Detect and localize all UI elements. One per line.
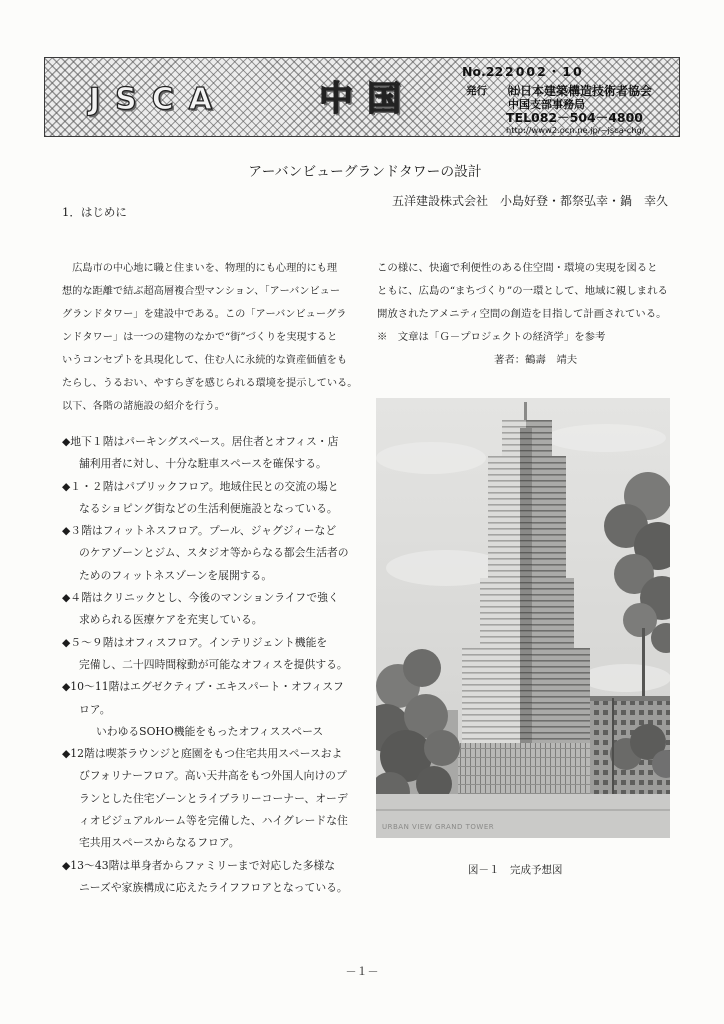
- photo-lettering: URBAN VIEW GRAND TOWER: [382, 823, 495, 831]
- intro-line: グランドタワー」を建設中である。この「アーバンビューグラ: [62, 309, 347, 320]
- article-authors: 五洋建設株式会社 小島好登・都祭弘幸・鍋 幸久: [391, 194, 668, 208]
- closing-line: ともに、広島の“まちづくり”の一環として、地域に親しまれる: [377, 285, 668, 297]
- intro-line: 広島市の中心地に職と住まいを、物理的にも心理的にも理: [72, 263, 338, 274]
- closing-line: この様に、快適で利便性のある住空間・環境の実現を図ると: [377, 262, 658, 274]
- page-number: －１－: [345, 965, 379, 978]
- intro-paragraph: [62, 257, 357, 418]
- floor-item-clinic: [62, 587, 349, 632]
- floor-item-residential: [62, 855, 349, 900]
- closing-line: 開放されたアメニティ空間の創造を目指して計画されている。: [377, 308, 667, 320]
- reference-note: ※ 文章は「Ｇ－プロジェクトの経済学」を参考: [377, 331, 606, 343]
- list-item-line: ためのフィットネスゾーンを展開する。: [79, 568, 273, 582]
- list-item-line: ランとした住宅ゾーンとライブラリーコーナー、オーデ: [79, 791, 348, 805]
- list-item-line: ◆13～43階は単身者からファミリーまで対応した多様な: [62, 858, 336, 872]
- closing-paragraph: [377, 257, 668, 372]
- list-item-line: ◆５～９階はオフィスフロア。インテリジェント機能を: [62, 635, 328, 649]
- floor-list: [62, 431, 349, 899]
- list-item-line: ◆12階は喫茶ラウンジと庭園をもつ住宅共用スペースおよ: [62, 747, 343, 761]
- list-item-line: のケアゾーンとジム、スタジオ等からなる都会生活者の: [79, 546, 349, 560]
- list-item-line: 完備し、二十四時間稼動が可能なオフィスを提供する。: [79, 657, 348, 671]
- list-item-line: ロア。: [79, 702, 111, 716]
- list-item-line: ◆１・２階はパブリックフロア。地域住民との交流の場と: [62, 479, 339, 493]
- list-item-line: ◆10～11階はエグゼクティブ・エキスパート・オフィスフ: [62, 680, 344, 694]
- jsca-logo: JSCA: [89, 82, 228, 117]
- article-title: アーバンビューグランドタワーの設計: [248, 164, 482, 180]
- publisher-name: ㈳日本建築構造技術者協会: [508, 84, 653, 98]
- list-item-line: ◆地下１階はパーキングスペース。居住者とオフィス・店: [62, 435, 339, 448]
- list-item-line: びフォリナーフロア。高い天井高をもつ外国人向けのプ: [79, 769, 347, 783]
- intro-line: たらし、うるおい、やすらぎを感じられる環境を提示している。: [62, 378, 358, 389]
- list-item-line: 舗利用者に対し、十分な駐車スペースを確保する。: [79, 457, 327, 471]
- figure-caption: 図－１ 完成予想図: [468, 864, 563, 876]
- floor-item-basement: [62, 431, 349, 476]
- branch-office: 中国支部事務局: [508, 98, 585, 111]
- tower-photo: [376, 398, 670, 838]
- list-item-line: ィオビジュアルルーム等を完備した、ハイグレードな住: [79, 814, 348, 828]
- intro-line: 以下、各階の諸施設の紹介を行う。: [62, 401, 225, 412]
- website-url: http://www2.ocn.ne.jp/~jsca-chg/: [506, 125, 645, 135]
- floor-item-office: [62, 632, 349, 677]
- intro-line: ンドタワー」は一つの建物のなかで“街”づくりを実現すると: [62, 332, 338, 343]
- floor-item-fitness: [62, 520, 349, 587]
- section-heading: 1．はじめに: [62, 205, 127, 219]
- floor-item-lounge: [62, 743, 349, 854]
- region-title: 中国: [319, 79, 415, 119]
- publisher-label: 発行: [466, 85, 487, 97]
- issue-date: 2002・10: [505, 64, 584, 79]
- newsletter-masthead: [44, 57, 680, 137]
- list-item-line: ◆３階はフィットネスフロア。プール、ジャグジィーなど: [62, 524, 337, 538]
- street: [376, 794, 670, 838]
- floor-item-public: [62, 476, 349, 521]
- intro-line: いうコンセプトを具現化して、住む人に永続的な資産価値をも: [62, 355, 348, 366]
- list-item-line: なるショピング街などの生活利便施設となっている。: [79, 501, 338, 515]
- floor-item-executive-office: [62, 676, 349, 743]
- reference-author: 著者：鶴壽 靖夫: [494, 354, 578, 366]
- list-item-line: いわゆるSOHO機能をもったオフィススペース: [96, 724, 324, 738]
- intro-line: 想的な距離で結ぶ超高層複合型マンション、「アーバンビュー: [62, 286, 341, 297]
- list-item-line: 求められる医療ケアを充実している。: [79, 613, 263, 627]
- list-item-line: 宅共用スペースからなるフロア。: [79, 836, 240, 850]
- phone-number: TEL082－504－4800: [506, 110, 644, 125]
- list-item-line: ◆４階はクリニックとし、今後のマンションライフで強く: [62, 591, 339, 605]
- issue-number: No.22: [462, 64, 504, 79]
- list-item-line: ニーズや家族構成に応えたライフフロアとなっている。: [79, 880, 348, 894]
